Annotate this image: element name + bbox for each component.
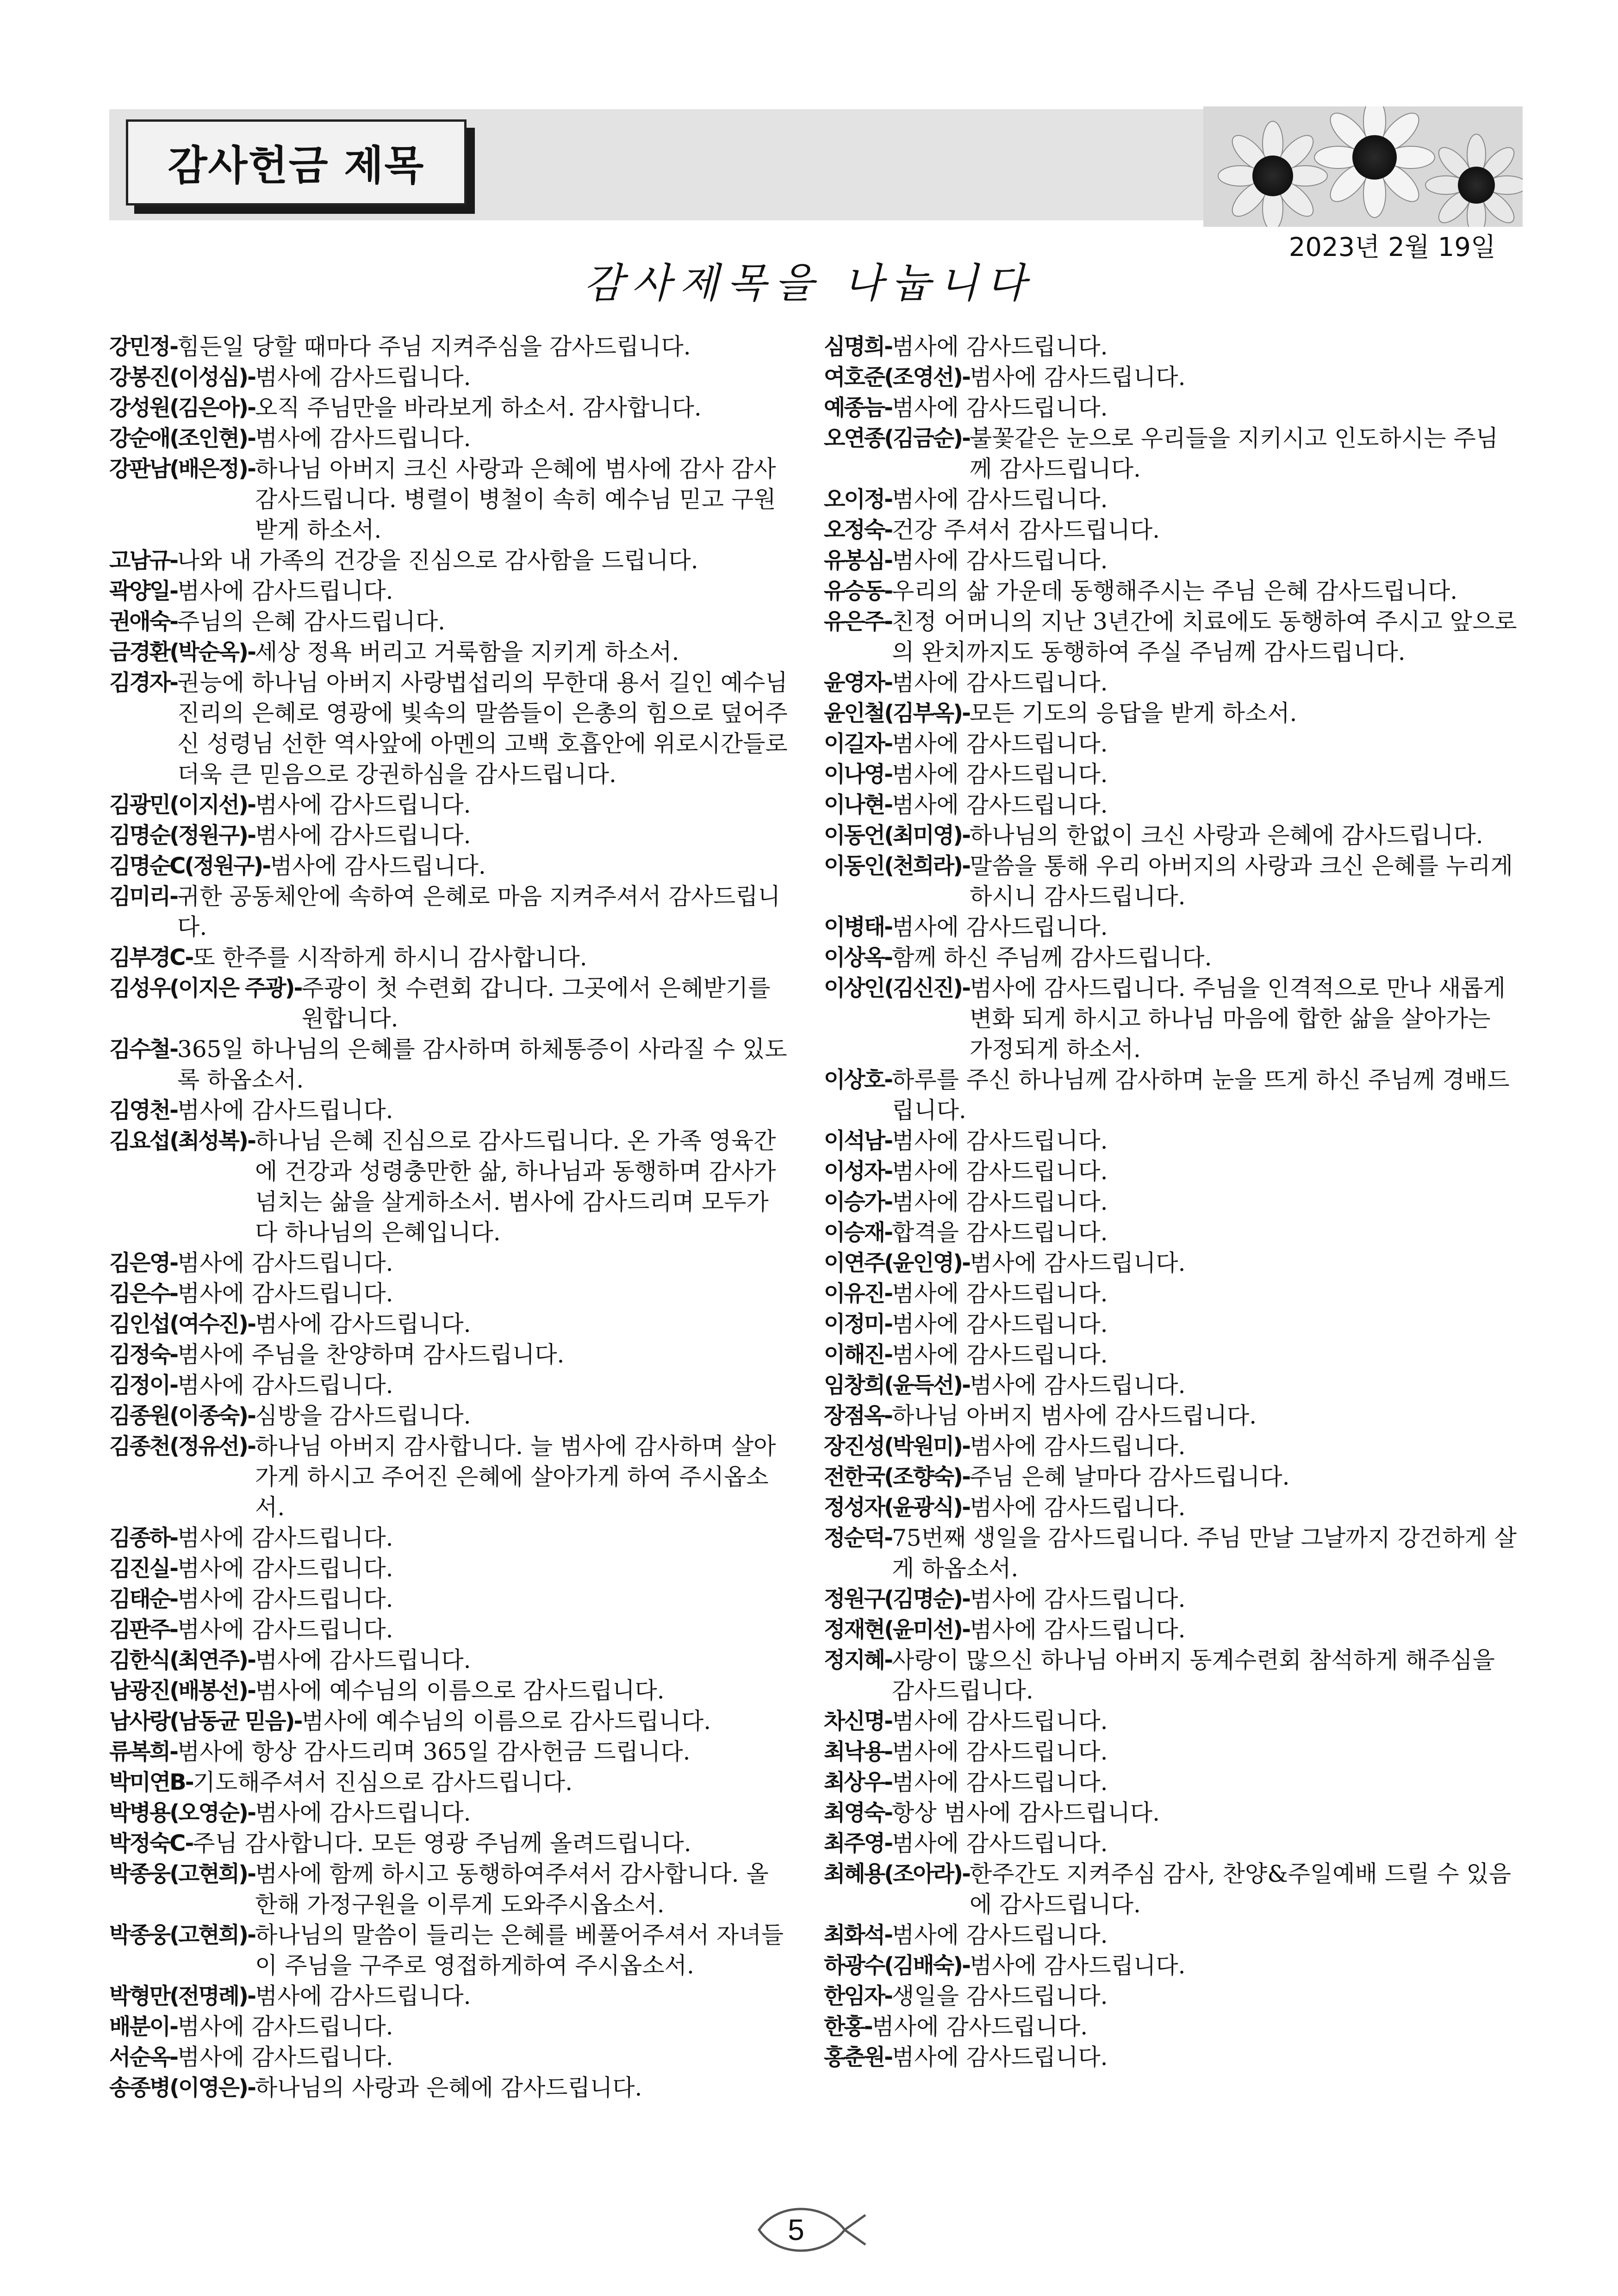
entry-name: 김명순C(정원구)-	[109, 853, 270, 879]
entry-item	[109, 1248, 794, 1278]
entry-name: 강성원(김은아)-	[109, 395, 255, 421]
entry-message: 범사에 감사드립니다.	[892, 547, 1108, 574]
entry-name: 박병용(오영순)-	[109, 1800, 255, 1826]
entry-message: 범사에 감사드립니다.	[177, 578, 393, 604]
entry-name: 정성자(윤광식)-	[824, 1494, 970, 1520]
entry-message: 사랑이 많으신 하나님 아버지 동계수련회 참석하게 해주심을 감사드립니다.	[892, 1647, 1495, 1704]
entry-item	[824, 423, 1518, 484]
entry-name: 김영천-	[109, 1097, 178, 1123]
entry-message: 범사에 감사드립니다.	[970, 1952, 1186, 1979]
entry-message: 범사에 감사드립니다.	[255, 1647, 471, 1674]
entry-message: 범사에 감사드립니다.	[892, 1311, 1108, 1338]
entry-name: 박종웅(고현희)-	[109, 1922, 255, 1948]
entry-message: 범사에 감사드립니다.	[892, 1188, 1108, 1215]
entry-message: 범사에 감사드립니다.	[255, 1799, 471, 1826]
entry-message: 범사에 감사드립니다.	[892, 914, 1108, 940]
entry-item	[109, 1309, 794, 1339]
entry-name: 최영숙-	[824, 1800, 892, 1826]
entry-name: 강판남(배은정)-	[109, 456, 255, 482]
entry-name: 정지혜-	[824, 1647, 892, 1673]
entry-item	[824, 1798, 1518, 1828]
entry-name: 이상인(김신진)-	[824, 975, 970, 1001]
entry-message: 범사에 감사드립니다.	[970, 364, 1186, 391]
entry-message: 범사에 감사드립니다.	[892, 486, 1108, 513]
entry-item	[824, 1126, 1518, 1156]
entry-name: 김인섭(여수진)-	[109, 1311, 255, 1337]
entry-item	[824, 1370, 1518, 1400]
entry-message: 범사에 감사드립니다.	[892, 791, 1108, 818]
entry-item	[824, 1645, 1518, 1706]
entry-item	[824, 1217, 1518, 1248]
entry-name: 이승재-	[824, 1220, 892, 1245]
entry-item	[109, 1859, 794, 1920]
entry-name: 임창희(윤득선)-	[824, 1372, 970, 1398]
entry-name: 장점옥-	[824, 1403, 892, 1429]
entry-item	[109, 1584, 794, 1614]
section-title: 감사헌금 제목	[168, 142, 425, 189]
entry-item	[824, 667, 1518, 698]
entry-name: 권애숙-	[109, 609, 178, 635]
entry-item	[824, 362, 1518, 392]
entry-name: 김광민(이지선)-	[109, 792, 255, 818]
entry-message: 합격을 감사드립니다.	[892, 1219, 1108, 1246]
entry-item	[109, 973, 794, 1034]
entry-name: 김진실-	[109, 1556, 178, 1581]
entry-item	[824, 1767, 1518, 1798]
entry-message: 범사에 감사드립니다. 주님을 인격적으로 만나 새롭게 변화 되게 하시고 하나님 마음에 합한 삶을 살아가는 가정되게 하소서.	[970, 975, 1506, 1063]
entry-name: 최주영-	[824, 1830, 892, 1856]
entry-message: 하나님 은혜 진심으로 감사드립니다. 온 가족 영육간에 건강과 성령충만한 삶, 하나님과 동행하며 감사가 넘치는 삶을 살게하소서. 범사에 감사드리며 모두가 다 하나님의 은혜입니다.	[255, 1127, 776, 1246]
entry-item	[824, 912, 1518, 942]
entry-message: 친정 어머니의 지난 3년간에 치료에도 동행하여 주시고 앞으로의 완치까지도 동행하여 주실 주님께 감사드립니다.	[892, 608, 1517, 666]
entry-item	[824, 1614, 1518, 1645]
entry-name: 예종늠-	[824, 395, 892, 421]
entry-name: 오연종(김금순)-	[824, 425, 970, 451]
entry-message: 범사에 감사드립니다.	[255, 822, 471, 849]
entry-item	[824, 576, 1518, 606]
entry-item	[109, 1126, 794, 1248]
entry-item	[824, 1523, 1518, 1584]
entry-item	[824, 973, 1518, 1064]
entry-name: 김판주-	[109, 1617, 178, 1643]
entry-message: 주님 감사합니다. 모든 영광 주님께 올려드립니다.	[193, 1830, 691, 1857]
entry-message: 범사에 감사드립니다.	[177, 1524, 393, 1551]
entry-message: 하나님의 한없이 크신 사랑과 은혜에 감사드립니다.	[970, 822, 1483, 849]
page-number-badge	[750, 2197, 870, 2262]
entry-item	[109, 820, 794, 851]
entry-message: 범사에 감사드립니다.	[892, 333, 1108, 360]
entry-name: 김태순-	[109, 1586, 178, 1612]
entry-item	[824, 851, 1518, 912]
entry-item	[109, 454, 794, 545]
entry-item	[109, 1431, 794, 1523]
entry-item	[109, 1798, 794, 1828]
entry-item	[109, 606, 794, 637]
entry-name: 박종웅(고현희)-	[109, 1861, 255, 1887]
entry-name: 곽양일-	[109, 578, 178, 604]
entry-name: 유승동-	[824, 578, 892, 604]
entry-name: 김성우(이지은 주광)-	[109, 975, 302, 1001]
entry-name: 이석남-	[824, 1128, 892, 1154]
entry-message: 365일 하나님의 은혜를 감사하며 하체통증이 사라질 수 있도록 하옵소서.	[177, 1036, 787, 1093]
sunflower-decoration-icon	[1203, 106, 1523, 227]
entry-message: 세상 정욕 버리고 거룩함을 지키게 하소서.	[255, 639, 679, 666]
entry-item	[824, 942, 1518, 973]
date-label: 2023년 2월 19일	[1288, 232, 1496, 262]
entry-message: 주님의 은혜 감사드립니다.	[177, 608, 446, 635]
entry-item	[824, 1828, 1518, 1859]
entry-item	[824, 1920, 1518, 1950]
entry-name: 배분이-	[109, 2014, 178, 2040]
entry-message: 범사에 감사드립니다.	[177, 1616, 393, 1643]
entry-item	[824, 2011, 1518, 2042]
entry-name: 정원구(김명순)-	[824, 1586, 970, 1612]
entry-item	[824, 545, 1518, 576]
entry-message: 하나님의 사랑과 은혜에 감사드립니다.	[255, 2074, 642, 2101]
entry-name: 김종천(정유선)-	[109, 1433, 255, 1459]
entry-message: 범사에 감사드립니다.	[892, 394, 1108, 421]
entry-item	[109, 637, 794, 667]
entry-message: 힘든일 당할 때마다 주님 지켜주심을 감사드립니다.	[177, 333, 691, 360]
entry-item	[109, 331, 794, 362]
entry-message: 범사에 감사드립니다.	[892, 1280, 1108, 1307]
entry-name: 남사랑(남동균 믿음)-	[109, 1708, 302, 1734]
entry-item	[109, 1523, 794, 1553]
entry-name: 강민정-	[109, 334, 178, 360]
entry-name: 유은주-	[824, 609, 892, 635]
entry-message: 범사에 감사드립니다.	[255, 425, 471, 452]
entry-name: 이길자-	[824, 731, 892, 757]
entry-name: 오이정-	[824, 486, 892, 512]
entry-message: 범사에 감사드립니다.	[177, 1372, 393, 1399]
entry-name: 이나영-	[824, 761, 892, 787]
entry-item	[824, 1950, 1518, 1981]
entry-item	[109, 362, 794, 392]
entry-item	[109, 2011, 794, 2042]
entry-name: 김한식(최연주)-	[109, 1647, 255, 1673]
entry-name: 김경자-	[109, 670, 178, 696]
entry-name: 이상호-	[824, 1067, 892, 1093]
entry-message: 범사에 감사드립니다.	[177, 1586, 393, 1612]
entry-name: 최혜용(조아라)-	[824, 1861, 970, 1887]
entry-item	[824, 515, 1518, 545]
entry-name: 김은영-	[109, 1250, 178, 1276]
entry-message: 하나님의 말씀이 들리는 은혜를 베풀어주셔서 자녀들이 주님을 구주로 영접하게하여 주시옵소서.	[255, 1922, 784, 1979]
entry-message: 기도해주셔서 진심으로 감사드립니다.	[193, 1769, 573, 1796]
entry-item	[109, 1706, 794, 1736]
entry-name: 정순덕-	[824, 1525, 892, 1551]
entry-item	[109, 1645, 794, 1675]
entry-message: 범사에 감사드립니다.	[970, 1494, 1186, 1521]
entry-name: 한홍-	[824, 2014, 872, 2040]
entry-message: 범사에 감사드립니다.	[892, 1708, 1108, 1735]
entry-message: 범사에 감사드립니다.	[892, 669, 1108, 696]
entry-message: 범사에 감사드립니다.	[177, 2013, 393, 2040]
entry-name: 오정숙-	[824, 517, 892, 543]
entry-message: 범사에 감사드립니다.	[255, 1983, 471, 2010]
entry-message: 범사에 감사드립니다.	[255, 364, 471, 391]
entry-item	[109, 1736, 794, 1767]
entry-item	[824, 1584, 1518, 1614]
entry-item	[824, 331, 1518, 362]
entry-item	[824, 1187, 1518, 1217]
entry-item	[824, 790, 1518, 820]
entry-item	[109, 392, 794, 423]
entry-name: 강순애(조인현)-	[109, 425, 255, 451]
entry-name: 이상옥-	[824, 945, 892, 971]
entry-message: 범사에 감사드립니다.	[892, 761, 1108, 788]
entry-name: 서순옥-	[109, 2044, 178, 2070]
entry-message: 범사에 감사드립니다.	[177, 1280, 393, 1307]
entry-item	[824, 1431, 1518, 1462]
entry-name: 심명희-	[824, 334, 892, 360]
entry-name: 김종하-	[109, 1525, 178, 1551]
entry-item	[109, 1553, 794, 1584]
entry-message: 말씀을 통해 우리 아버지의 사랑과 크신 은혜를 누리게 하시니 감사드립니다.	[970, 852, 1513, 910]
entry-item	[824, 820, 1518, 851]
entry-item	[824, 392, 1518, 423]
entry-name: 고남규-	[109, 548, 178, 573]
entry-item	[824, 2042, 1518, 2072]
entry-name: 최상우-	[824, 1769, 892, 1795]
entry-item	[824, 698, 1518, 728]
entry-item	[109, 1095, 794, 1126]
entry-message: 범사에 함께 하시고 동행하여주셔서 감사합니다. 올 한해 가정구원을 이루게 도와주시옵소서.	[255, 1860, 769, 1918]
entry-item	[109, 790, 794, 820]
entry-item	[824, 728, 1518, 759]
entry-name: 유봉심-	[824, 548, 892, 573]
entry-name: 박미연B-	[109, 1769, 193, 1795]
entry-message: 범사에 예수님의 이름으로 감사드립니다.	[301, 1708, 711, 1735]
entry-name: 최화석-	[824, 1922, 892, 1948]
entry-message: 범사에 감사드립니다.	[892, 1769, 1108, 1796]
entry-name: 차신명-	[824, 1708, 892, 1734]
entry-name: 김은수-	[109, 1281, 178, 1307]
entry-message: 나와 내 가족의 건강을 진심으로 감사함을 드립니다.	[177, 547, 698, 574]
entry-message: 범사에 주님을 찬양하며 감사드립니다.	[177, 1341, 565, 1368]
entry-message: 하나님 아버지 감사합니다. 늘 범사에 감사하며 살아가게 하시고 주어진 은혜에 살아가게 하여 주시옵소서.	[255, 1433, 776, 1521]
entry-name: 이성자-	[824, 1158, 892, 1184]
entry-name: 윤영자-	[824, 670, 892, 696]
entry-item	[824, 1064, 1518, 1126]
entry-message: 범사에 감사드립니다.	[892, 1341, 1108, 1368]
entry-name: 이동언(최미영)-	[824, 822, 970, 848]
entry-message: 귀한 공동체안에 속하여 은혜로 마음 지켜주셔서 감사드립니다.	[177, 883, 780, 940]
entry-item	[824, 1339, 1518, 1370]
entry-item	[109, 2072, 794, 2103]
entry-name: 류복희-	[109, 1739, 178, 1765]
entry-item	[109, 423, 794, 454]
entry-message: 하나님 아버지 크신 사랑과 은혜에 범사에 감사 감사 감사드립니다. 병렬이 병철이 속히 예수님 믿고 구원받게 하소서.	[255, 455, 776, 543]
entry-message: 범사에 감사드립니다.	[892, 1158, 1108, 1185]
entry-message: 범사에 감사드립니다.	[255, 1311, 471, 1338]
entry-message: 하나님 아버지 범사에 감사드립니다.	[892, 1402, 1257, 1429]
entry-item	[109, 1400, 794, 1431]
entry-name: 한임자-	[824, 1983, 892, 2009]
entry-name: 김명순(정원구)-	[109, 822, 255, 848]
entry-item	[109, 851, 794, 881]
entry-message: 범사에 감사드립니다.	[270, 852, 486, 879]
entry-message: 범사에 감사드립니다.	[892, 1127, 1108, 1154]
entry-name: 김정이-	[109, 1372, 178, 1398]
section-title-box	[126, 119, 467, 205]
entry-item	[109, 1278, 794, 1309]
entry-name: 김종원(이종숙)-	[109, 1403, 255, 1429]
entry-message: 범사에 감사드립니다.	[892, 1922, 1108, 1948]
entry-item	[824, 1981, 1518, 2011]
entry-name: 김수철-	[109, 1036, 178, 1062]
entry-message: 모든 기도의 응답을 받게 하소서.	[970, 700, 1297, 727]
entry-item	[109, 576, 794, 606]
entry-name: 장진성(박원미)-	[824, 1433, 970, 1459]
entry-item	[824, 1278, 1518, 1309]
entry-message: 함께 하신 주님께 감사드립니다.	[892, 944, 1212, 971]
entry-name: 김정숙-	[109, 1342, 178, 1368]
entry-item	[109, 1339, 794, 1370]
entry-item	[824, 1462, 1518, 1492]
entry-name: 박정숙C-	[109, 1830, 193, 1856]
entry-message: 또 한주를 시작하게 하시니 감사합니다.	[193, 944, 587, 971]
entry-message: 범사에 감사드립니다.	[970, 1433, 1186, 1460]
entry-message: 오직 주님만을 바라보게 하소서. 감사합니다.	[255, 394, 702, 421]
entry-name: 박형만(전명례)-	[109, 1983, 255, 2009]
entry-item	[109, 1614, 794, 1645]
entry-name: 김부경C-	[109, 945, 193, 971]
entry-item	[109, 545, 794, 576]
entry-item	[109, 667, 794, 790]
entry-item	[824, 1492, 1518, 1523]
entry-item	[824, 1248, 1518, 1278]
entry-message: 권능에 하나님 아버지 사랑법섭리의 무한대 용서 길인 예수님 진리의 은혜로 영광에 빛속의 말씀들이 은총의 힘으로 덮어주신 성령님 선한 역사앞에 아멘의 고백 호흡안에 위로시간들로 더욱 큰 믿음으로 강권하심을 감사드립니다.	[177, 669, 788, 788]
entry-item	[109, 881, 794, 942]
entry-message: 범사에 감사드립니다.	[177, 2044, 393, 2071]
entry-item	[824, 759, 1518, 790]
entry-name: 이동인(천희라)-	[824, 853, 970, 879]
entry-item	[109, 1920, 794, 1981]
entry-item	[824, 606, 1518, 667]
entry-message: 범사에 감사드립니다.	[177, 1097, 393, 1124]
entry-item	[109, 1767, 794, 1798]
entry-message: 주님 은혜 날마다 감사드립니다.	[970, 1463, 1290, 1490]
entry-message: 주광이 첫 수련회 갑니다. 그곳에서 은혜받기를 원합니다.	[301, 975, 771, 1032]
entry-name: 이해진-	[824, 1342, 892, 1368]
entry-message: 생일을 감사드립니다.	[892, 1983, 1108, 2010]
entry-name: 남광진(배봉선)-	[109, 1678, 255, 1704]
entry-message: 불꽃같은 눈으로 우리들을 지키시고 인도하시는 주님께 감사드립니다.	[970, 425, 1499, 482]
entry-name: 전한국(조향숙)-	[824, 1464, 970, 1490]
entry-name: 이유진-	[824, 1281, 892, 1307]
entry-name: 홍춘원-	[824, 2044, 892, 2070]
entry-item	[109, 1370, 794, 1400]
entry-item	[824, 484, 1518, 515]
entry-message: 한주간도 지켜주심 감사, 찬양&주일예배 드릴 수 있음에 감사드립니다.	[970, 1860, 1512, 1918]
entry-name: 금경환(박순옥)-	[109, 639, 255, 665]
entry-message: 하루를 주신 하나님께 감사하며 눈을 뜨게 하신 주님께 경배드립니다.	[892, 1066, 1510, 1124]
entry-name: 정재현(윤미선)-	[824, 1617, 970, 1643]
entry-name: 이나현-	[824, 792, 892, 818]
entry-item	[824, 1309, 1518, 1339]
entry-message: 범사에 감사드립니다.	[255, 791, 471, 818]
entry-message: 심방을 감사드립니다.	[255, 1402, 471, 1429]
entry-name: 강봉진(이성심)-	[109, 364, 255, 390]
entry-message: 범사에 감사드립니다.	[970, 1616, 1186, 1643]
entry-message: 우리의 삶 가운데 동행해주시는 주님 은혜 감사드립니다.	[892, 578, 1458, 604]
entry-message: 범사에 감사드립니다.	[970, 1372, 1186, 1399]
entry-message: 범사에 감사드립니다.	[177, 1555, 393, 1582]
entry-message: 범사에 감사드립니다.	[892, 1830, 1108, 1857]
entry-item	[109, 1034, 794, 1095]
right-column-list	[824, 331, 1518, 2072]
left-column-list	[109, 331, 794, 2103]
entry-item	[824, 1706, 1518, 1736]
page-number: 5	[788, 2213, 804, 2246]
entry-item	[109, 1981, 794, 2011]
entry-message: 75번째 생일을 감사드립니다. 주님 만날 그날까지 강건하게 살게 하옵소서.	[892, 1524, 1517, 1582]
entry-item	[109, 2042, 794, 2072]
entry-message: 범사에 감사드립니다.	[892, 2044, 1108, 2071]
entry-name: 이승가-	[824, 1189, 892, 1215]
entry-message: 범사에 감사드립니다.	[970, 1586, 1186, 1612]
entry-name: 이병태-	[824, 914, 892, 940]
entry-name: 이정미-	[824, 1311, 892, 1337]
entry-name: 송종병(이영은)-	[109, 2075, 255, 2101]
entry-name: 윤인철(김부옥)-	[824, 700, 970, 726]
entry-item	[824, 1736, 1518, 1767]
entry-message: 범사에 감사드립니다.	[892, 1738, 1108, 1765]
entry-item	[824, 1859, 1518, 1920]
entry-item	[109, 1828, 794, 1859]
entry-message: 건강 주셔서 감사드립니다.	[892, 516, 1160, 543]
entry-message: 범사에 감사드립니다.	[892, 730, 1108, 757]
entry-name: 최낙용-	[824, 1739, 892, 1765]
entry-name: 김미리-	[109, 884, 178, 909]
entry-name: 하광수(김배숙)-	[824, 1953, 970, 1979]
entry-message: 범사에 감사드립니다.	[871, 2013, 1088, 2040]
entry-message: 항상 범사에 감사드립니다.	[892, 1799, 1160, 1826]
entry-item	[109, 1675, 794, 1706]
entry-name: 이연주(윤인영)-	[824, 1250, 970, 1276]
entry-message: 범사에 예수님의 이름으로 감사드립니다.	[255, 1677, 665, 1704]
entry-message: 범사에 감사드립니다.	[970, 1250, 1186, 1276]
entry-item	[109, 942, 794, 973]
entry-item	[824, 1400, 1518, 1431]
entry-message: 범사에 항상 감사드리며 365일 감사헌금 드립니다.	[177, 1738, 691, 1765]
entry-name: 김요섭(최성복)-	[109, 1128, 255, 1154]
subtitle: 감사제목을 나눕니다	[584, 259, 1034, 307]
entry-name: 여호준(조영선)-	[824, 364, 970, 390]
entry-item	[824, 1156, 1518, 1187]
entry-message: 범사에 감사드립니다.	[177, 1250, 393, 1276]
